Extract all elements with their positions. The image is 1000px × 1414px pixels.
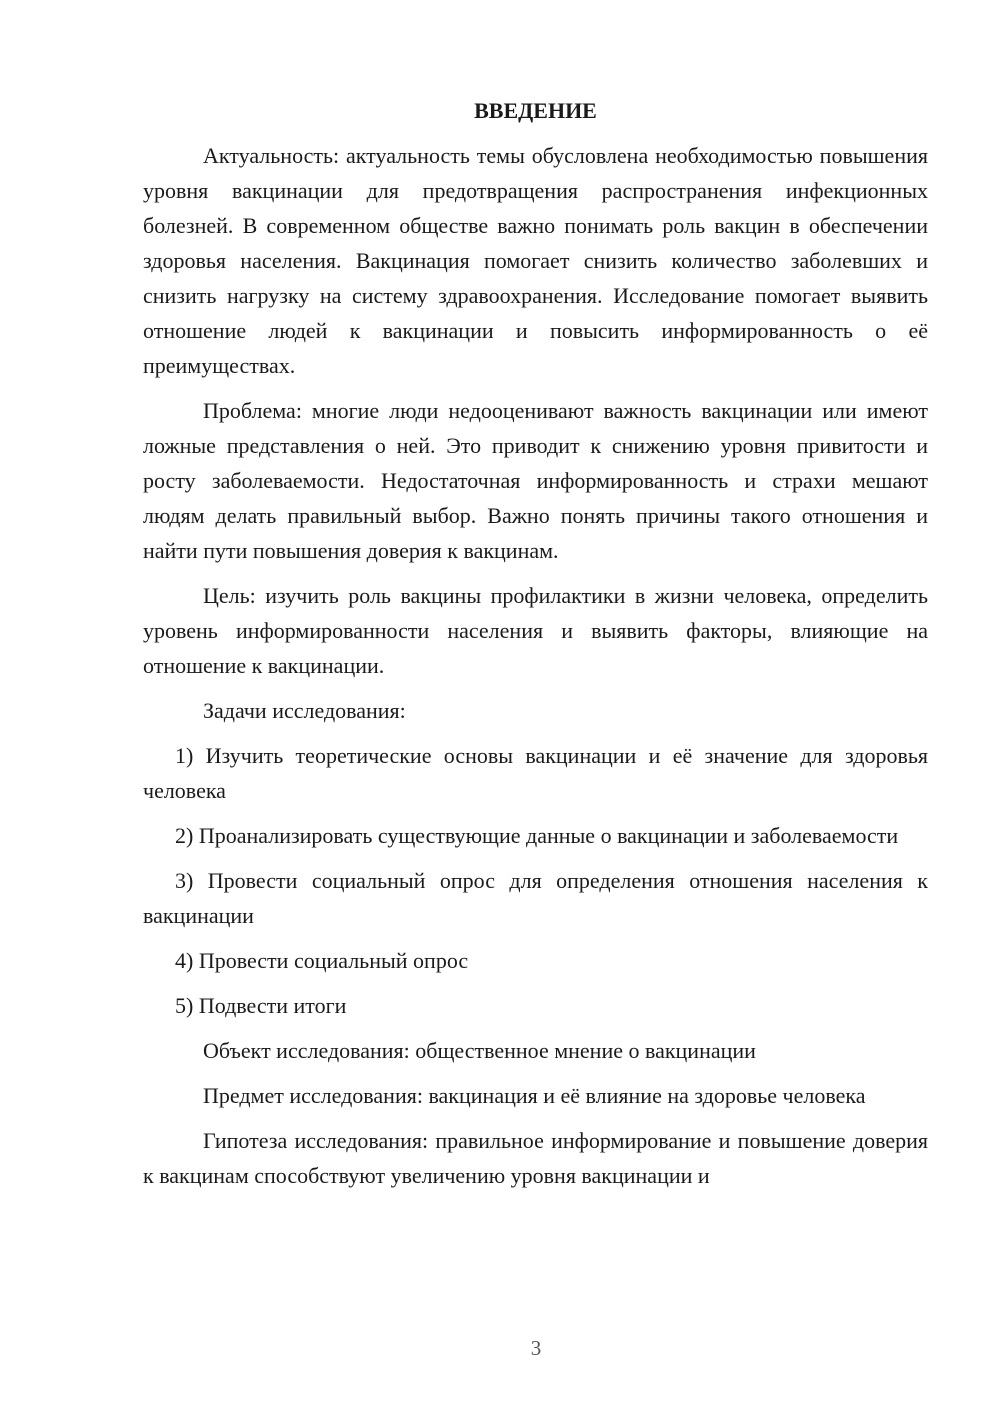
paragraph-goal: Цель: изучить роль вакцины профилактики в жизни человека, определить уровень информированности населения и выявить факторы, влияющие на отношение к вакцинации. xyxy=(143,583,928,678)
tasks-heading: Задачи исследования: xyxy=(203,698,406,723)
list-item: 1) Изучить теоретические основы вакцинации и её значение для здоровья человека xyxy=(143,743,928,803)
list-item: 3) Провести социальный опрос для определения отношения населения к вакцинации xyxy=(143,868,928,928)
page-body xyxy=(143,93,928,1193)
paragraph-object: Объект исследования: общественное мнение о вакцинации xyxy=(203,1038,756,1063)
page-number: 3 xyxy=(530,1336,542,1360)
list-item: 5) Подвести итоги xyxy=(175,993,347,1018)
paragraph-hypothesis: Гипотеза исследования: правильное информирование и повышение доверия к вакцинам способствуют увеличению уровня вакцинации и xyxy=(143,1128,928,1188)
section-title: ВВЕДЕНИЕ xyxy=(474,98,597,123)
list-item: 2) Проанализировать существующие данные о вакцинации и заболеваемости xyxy=(175,823,899,848)
list-item: 4) Провести социальный опрос xyxy=(175,948,469,973)
tasks-list xyxy=(143,738,928,1023)
paragraph-subject: Предмет исследования: вакцинация и её влияние на здоровье человека xyxy=(203,1083,866,1108)
paragraph-problem: Проблема: многие люди недооценивают важность вакцинации или имеют ложные представления о ней. Это приводит к снижению уровня привитости и росту заболеваемости. Недостаточная информированность и страхи мешают людям делать правильный выбор. Важно понять причины такого отношения и найти пути повышения доверия к вакцинам. xyxy=(143,398,928,563)
paragraph-relevance: Актуальность: актуальность темы обусловлена необходимостью повышения уровня вакцинации для предотвращения распространения инфекционных болезней. В современном обществе важно понимать роль вакцин в обеспечении здоровья населения. Вакцинация помогает снизить количество заболевших и снизить нагрузку на систему здравоохранения. Исследование помогает выявить отношение людей к вакцинации и повысить информированность о её преимуществах. xyxy=(143,143,928,378)
